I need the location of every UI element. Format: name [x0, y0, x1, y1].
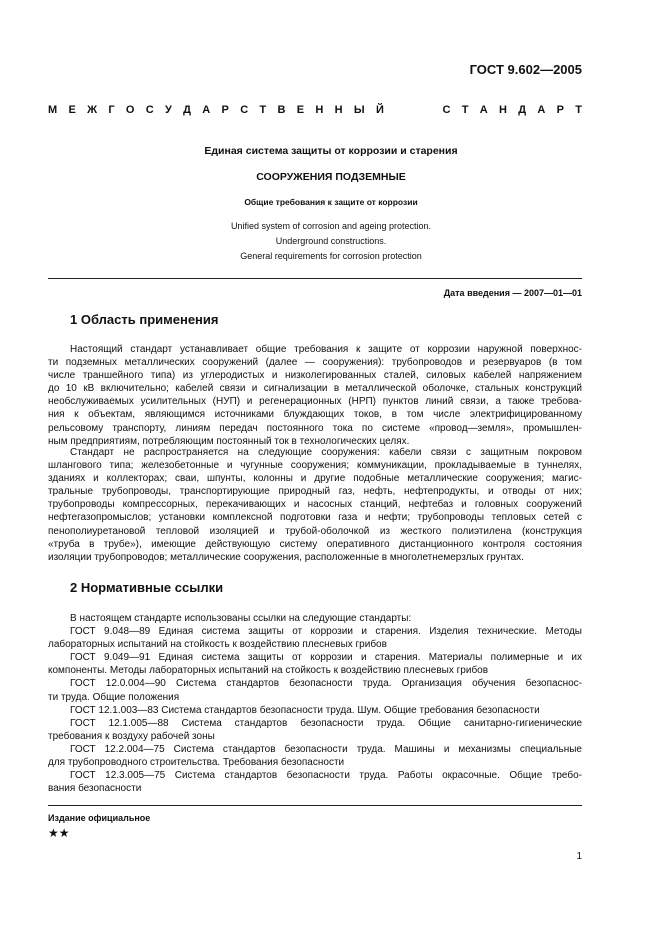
banner-letter: Д	[518, 104, 527, 116]
text-line: компоненты. Методы лабораторных испытаний на стойкость к воздействию плесневых грибов	[48, 665, 489, 677]
text-line: изоляции трубопроводов; металлические сооружения, расположенные в многолетнемерзлых грунтах.	[48, 551, 524, 563]
text-line: Стандарт не распространяется на следующие сооружения: кабели связи с защитным покровом	[70, 447, 582, 458]
english-title-line-3: General requirements for corrosion protection	[240, 251, 422, 261]
banner-letter: Е	[68, 104, 76, 116]
text-line: пенополиуретановой тепловой изоляцией и трубой-оболочкой из жесткого полиэтилена (конструкция	[48, 525, 582, 537]
document-code: ГОСТ 9.602—2005	[469, 62, 582, 77]
banner-letter: Р	[221, 104, 229, 116]
text-line: ГОСТ 12.1.003—83 Система стандартов безопасности труда. Шум. Общие требования безопасности	[70, 704, 540, 716]
text-line: шлангового типа; железобетонные и чугунные сооружения; коммуникации, прокладываемые в туннелях,	[48, 460, 582, 472]
banner-letter: Р	[556, 104, 564, 116]
divider	[48, 278, 582, 279]
section-1-paragraph-2	[48, 446, 582, 564]
standard-name: СООРУЖЕНИЯ ПОДЗЕМНЫЕ	[256, 171, 406, 183]
text-line: лабораторных испытаний на стойкость к воздействию плесневых грибов	[48, 639, 387, 651]
text-line: необслуживаемых усилительных (НУП) и регенерационных (НРП) пунктов линий связи, а также требова-	[48, 396, 582, 408]
text-line: ГОСТ 12.3.005—75 Система стандартов безопасности труда. Работы окрасочные. Общие требо-	[70, 770, 582, 782]
banner-letter: С	[442, 104, 451, 116]
interstate-standard-banner	[48, 104, 582, 116]
banner-letter: Т	[461, 104, 469, 116]
text-line: ГОСТ 9.049—91 Единая система защиты от коррозии и старения. Материалы полимерные и их	[70, 652, 582, 664]
edition-label: Издание официальное	[48, 813, 151, 823]
banner-letter: Т	[575, 104, 582, 116]
text-line: В настоящем стандарте использованы ссылки на следующие стандарты:	[70, 613, 412, 624]
text-line: «труба в трубе»), имеющие действующую систему оперативного дистанционного контроля состояния	[48, 538, 582, 550]
text-line: ным предприятиям, потребляющим постоянный ток в технологических целях.	[48, 435, 410, 447]
banner-letter: Т	[259, 104, 267, 116]
banner-letter: Ж	[87, 104, 98, 116]
text-line: для трубопроводного строительства. Требования безопасности	[48, 757, 345, 769]
english-title-line-2: Underground constructions.	[275, 236, 387, 246]
text-line: нефтегазопромыслов; установки комплексной подготовки газа и нефти; трубопроводы тепловых сетей с	[48, 512, 582, 524]
text-line: ти подземных металлических сооружений (далее — сооружения): трубопроводов и резервуаров (в том	[48, 357, 582, 369]
text-line: ГОСТ 12.0.004—90 Система стандартов безопасности труда. Организация обучения безопаснос-	[70, 678, 582, 690]
system-title: Единая система защиты от коррозии и старения	[204, 145, 458, 157]
section-1-paragraph-1	[48, 343, 582, 448]
banner-letter: Й	[375, 104, 384, 116]
standard-subtitle: Общие требования к защите от коррозии	[244, 197, 418, 207]
english-title-line-1: Unified system of corrosion and ageing protection.	[230, 221, 432, 231]
text-line: требования к воздуху рабочей зоны	[48, 730, 215, 742]
banner-letter: А	[479, 104, 488, 116]
introduction-date: Дата введения — 2007—01—01	[443, 288, 582, 298]
text-line: ГОСТ 12.2.004—75 Система стандартов безопасности труда. Машины и механизмы специальные	[70, 743, 582, 755]
text-line: ти труда. Общие положения	[48, 691, 180, 703]
text-line: зданиях и коллекторах; сваи, шпунты, колонны и другие подобные металлические сооружения; магис-	[48, 473, 582, 485]
text-line: вания безопасности	[48, 783, 142, 795]
banner-letter: М	[48, 104, 58, 116]
banner-letter: С	[145, 104, 154, 116]
section-2-heading: 2 Нормативные ссылки	[70, 580, 224, 595]
banner-letter: Ы	[353, 104, 365, 116]
banner-letter: О	[125, 104, 135, 116]
banner-letter: А	[202, 104, 211, 116]
text-line: ГОСТ 12.1.005—88 Система стандартов безопасности труда. Общие санитарно-гигиенические	[70, 717, 582, 729]
text-line: трубопроводы компрессорных, перекачивающих и насосных станций, нефтебаз и головных сооружений	[48, 499, 582, 511]
banner-letter: В	[277, 104, 286, 116]
banner-letter: Н	[315, 104, 324, 116]
text-line: тральные трубопроводы, транспортирующие природный газ, нефть, нефтепродукты, и отводы от них;	[48, 486, 582, 498]
stars-mark: ★★	[48, 826, 70, 840]
text-line: Настоящий стандарт устанавливает общие требования к защите от коррозии наружной поверхнос-	[70, 344, 582, 355]
banner-letter: С	[240, 104, 249, 116]
banner-letter: А	[537, 104, 546, 116]
banner-letter: Н	[334, 104, 343, 116]
text-line: до 10 кВ включительно; кабелей связи и сигнализации в металлической оболочке, стальных конструкций	[48, 383, 582, 395]
banner-letter: Д	[183, 104, 191, 116]
banner-letter: Е	[296, 104, 305, 116]
banner-letter: У	[165, 104, 172, 116]
footer-divider	[48, 805, 582, 806]
text-line: ния к объектам, являющимся источниками блуждающих токов, в том числе электрифицированному	[48, 409, 582, 421]
text-line: ГОСТ 9.048—89 Единая система защиты от коррозии и старения. Изделия технические. Методы	[70, 626, 582, 638]
banner-gap	[395, 104, 431, 116]
banner-letter: Н	[498, 104, 507, 116]
section-2-references	[48, 612, 582, 795]
banner-letter: Г	[108, 104, 115, 116]
text-line: рельсовому транспорту, линиям передач постоянного тока по системе «провод—земля», промышлен-	[48, 422, 582, 434]
section-1-heading: 1 Область применения	[70, 312, 219, 327]
page-number: 1	[576, 851, 582, 862]
text-line: числе траншейного типа) из углеродистых и низколегированных сталей, силовых кабелей напряжением	[48, 370, 582, 382]
